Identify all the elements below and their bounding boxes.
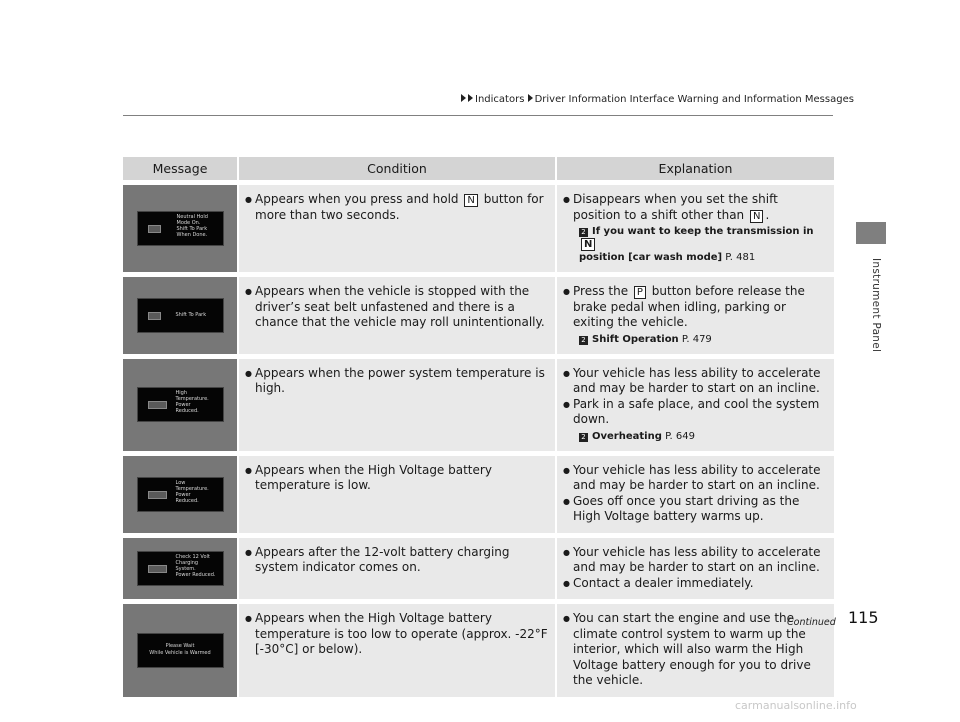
page-number: 115 — [848, 608, 879, 627]
explanation-cell: ● Your vehicle has less ability to accelerate and may be harder to start on an incline. ● Contact a dealer immediately. — [557, 538, 834, 600]
display-screen-image: Low Temperature. Power Reduced. — [137, 477, 224, 512]
table-header-row — [123, 157, 834, 180]
reference-arrow-icon: 2 — [579, 336, 588, 345]
arrow-icon — [461, 94, 466, 102]
n-key-icon: N — [750, 210, 763, 223]
breadcrumb-item-indicators[interactable]: Indicators — [475, 94, 525, 105]
table-row — [123, 604, 834, 697]
table-row — [123, 538, 834, 600]
message-table — [123, 157, 834, 697]
message-image-cell — [123, 277, 239, 354]
header-message: Message — [123, 157, 239, 180]
cross-reference-link[interactable]: 2 Overheating P. 649 — [579, 430, 828, 443]
condition-cell: ● Appears when the High Voltage battery temperature is low. — [239, 456, 557, 533]
explanation-cell: ● Your vehicle has less ability to accelerate and may be harder to start on an incline. ● Goes off once you start driving as the High Voltage battery warms up. — [557, 456, 834, 533]
cross-reference-link[interactable]: 2 If you want to keep the transmission in N position [car wash mode] P. 481 — [579, 226, 814, 263]
message-image-cell — [123, 604, 239, 697]
condition-cell: ● Appears when the High Voltage battery temperature is too low to operate (approx. -22°F [-30°C] or below). — [239, 604, 557, 697]
header-condition: Condition — [239, 157, 557, 180]
explanation-cell: ● Disappears when you set the shift position to a shift other than N . 2 If you want to keep the transmission in N position [car wash mode] P. 481 — [557, 185, 834, 272]
display-screen-image: Check 12 Volt Charging System. Power Reduced. — [137, 551, 224, 586]
header-divider — [123, 115, 833, 116]
watermark: carmanualsonline.info — [735, 699, 857, 712]
breadcrumb-item-messages[interactable]: Driver Information Interface Warning and Information Messages — [534, 94, 854, 105]
arrow-icon — [528, 94, 533, 102]
reference-arrow-icon: 2 — [579, 433, 588, 442]
chapter-tab[interactable] — [856, 222, 886, 244]
reference-arrow-icon: 2 — [579, 228, 588, 237]
continued-label: Continued — [787, 617, 836, 628]
display-screen-image: Shift To Park — [137, 298, 224, 333]
n-key-icon: N — [464, 194, 477, 207]
p-key-icon: P — [634, 286, 646, 299]
explanation-cell: ● Press the P button before release the brake pedal when idling, parking or exiting the vehicle. 2 Shift Operation P. 479 — [557, 277, 834, 354]
message-image-cell — [123, 456, 239, 533]
condition-cell: ● Appears after the 12-volt battery charging system indicator comes on. — [239, 538, 557, 600]
display-screen-image: Please Wait While Vehicle is Warmed — [137, 633, 224, 668]
cross-reference-link[interactable]: 2 Shift Operation P. 479 — [579, 333, 828, 346]
header-explanation: Explanation — [557, 157, 834, 180]
table-row — [123, 277, 834, 354]
arrow-icon — [468, 94, 473, 102]
condition-cell: ● Appears when the vehicle is stopped with the driver’s seat belt unfastened and there is a chance that the vehicle may roll unintentionally. — [239, 277, 557, 354]
explanation-cell: ● Your vehicle has less ability to accelerate and may be harder to start on an incline. ● Park in a safe place, and cool the system down. 2 Overheating P. 649 — [557, 359, 834, 451]
chapter-label: Instrument Panel — [870, 258, 882, 353]
table-row — [123, 185, 834, 272]
display-screen-image: High Temperature. Power Reduced. — [137, 387, 224, 422]
condition-cell: ● Appears when the power system temperature is high. — [239, 359, 557, 451]
explanation-cell: ● You can start the engine and use the climate control system to warm up the interior, which will also warm the High Voltage battery enough for you to drive the vehicle. — [557, 604, 834, 697]
table-row — [123, 456, 834, 533]
display-screen-image: Neutral Hold Mode On. Shift To Park When Done. — [137, 211, 224, 246]
table-row — [123, 359, 834, 451]
message-image-cell — [123, 185, 239, 272]
message-image-cell — [123, 359, 239, 451]
breadcrumb — [461, 94, 854, 105]
message-image-cell — [123, 538, 239, 600]
condition-cell: ● Appears when you press and hold N button for more than two seconds. — [239, 185, 557, 272]
